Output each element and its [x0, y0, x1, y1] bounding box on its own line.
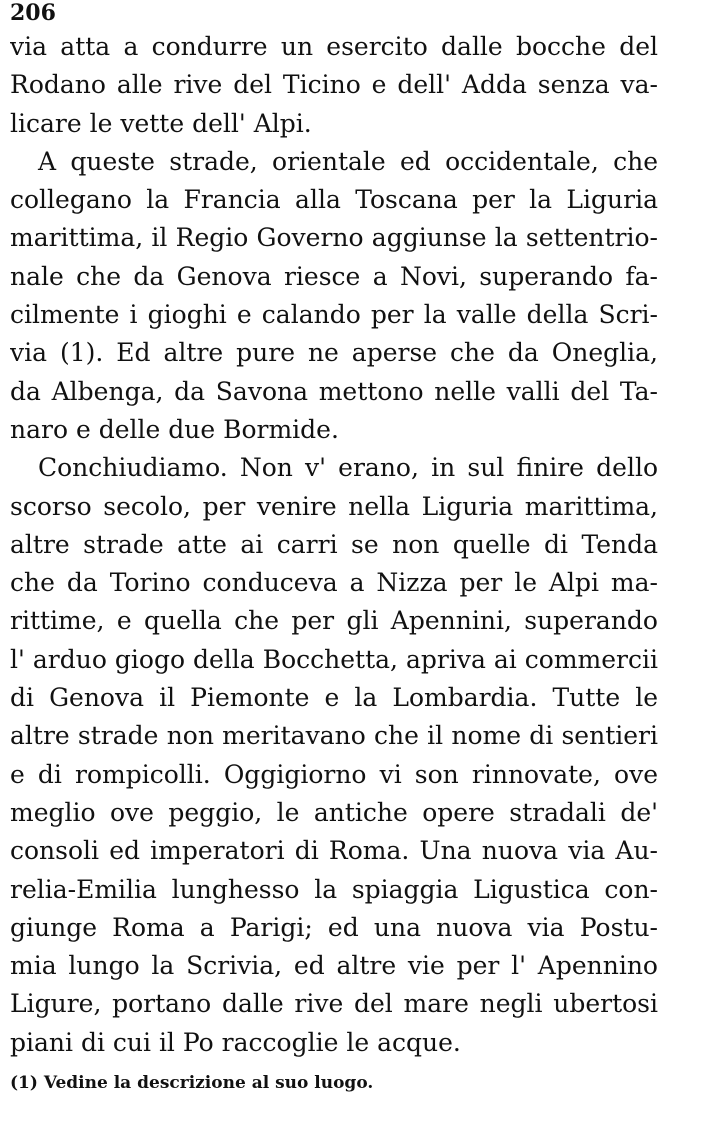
text-line: licare le vette dell' Alpi.: [10, 108, 312, 138]
text-line: collegano la Francia alla Toscana per la Liguria: [10, 185, 658, 215]
text-line: l' arduo giogo della Bocchetta, apriva ai commercii: [10, 644, 658, 674]
text-line: altre strade atte ai carri se non quelle di Tenda: [10, 529, 658, 559]
text-line: A queste strade, orientale ed occidentale, che: [38, 146, 658, 176]
text-line: via atta a condurre un esercito dalle bocche del: [10, 32, 658, 61]
footnote: (1) Vedine la descrizione al suo luogo.: [10, 1073, 374, 1093]
text-line: mia lungo la Scrivia, ed altre vie per l' Apennino: [10, 951, 658, 981]
text-line: che da Torino conduceva a Nizza per le Alpi ma-: [10, 568, 658, 598]
text-line: Rodano alle rive del Ticino e dell' Adda senza va-: [10, 70, 658, 100]
text-line: Ligure, portano dalle rive del mare negli ubertosi: [10, 989, 658, 1019]
text-line: giunge Roma a Parigi; ed una nuova via Postu-: [10, 912, 658, 942]
text-line: e di rompicolli. Oggigiorno vi son rinnovate, ove: [10, 759, 658, 789]
text-line: nale che da Genova riesce a Novi, superando fa-: [10, 261, 658, 291]
text-line: altre strade non meritavano che il nome di sentieri: [10, 721, 658, 751]
text-line: da Albenga, da Savona mettono nelle valli del Ta-: [10, 376, 658, 406]
body-text: [10, 28, 658, 1062]
text-line: rittime, e quella che per gli Apennini, superando: [10, 606, 658, 636]
text-line: via (1). Ed altre pure ne aperse che da Oneglia,: [10, 338, 658, 368]
text-line: meglio ove peggio, le antiche opere stradali de': [10, 797, 658, 827]
text-line: naro e delle due Bormide.: [10, 414, 339, 444]
text-line: marittima, il Regio Governo aggiunse la settentrio-: [10, 223, 658, 253]
page-number: 206: [10, 0, 56, 26]
text-line: Conchiudiamo. Non v' erano, in sul finire dello: [38, 453, 658, 483]
text-line: scorso secolo, per venire nella Liguria marittima,: [10, 491, 658, 521]
text-line: relia-Emilia lunghesso la spiaggia Ligustica con-: [10, 874, 658, 904]
text-line: cilmente i gioghi e calando per la valle della Scri-: [10, 300, 658, 330]
text-line: consoli ed imperatori di Roma. Una nuova via Au-: [10, 836, 658, 866]
text-line: di Genova il Piemonte e la Lombardia. Tutte le: [10, 683, 658, 713]
text-line: piani di cui il Po raccoglie le acque.: [10, 1027, 461, 1057]
